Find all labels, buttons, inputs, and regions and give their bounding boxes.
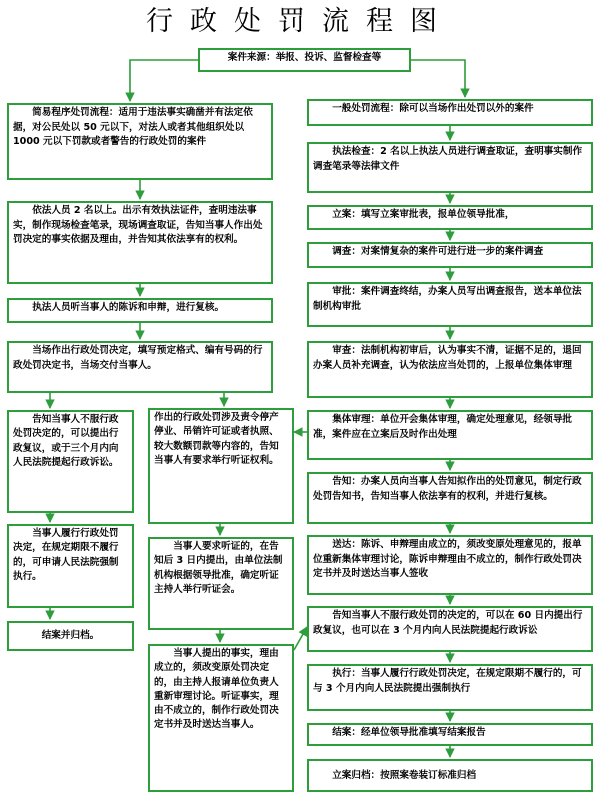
simple-procedure-box	[7, 103, 273, 180]
deliver-text: 送达：陈诉、申辩理由成立的，须改变原处理意见的，报单位重新集体审理讨论，陈诉申辩理由不成立的，制作行政处罚决定书并及时送达当事人签收	[313, 539, 582, 579]
execute-box	[307, 664, 593, 711]
hearing-right-box	[148, 408, 294, 524]
archive-box	[307, 759, 593, 792]
arrow-source-right	[411, 60, 465, 97]
hearing-request-box	[148, 537, 294, 630]
arrow-result-to-appeal	[294, 627, 307, 650]
close-text: 结案：经单位领导批准填写结案报告	[332, 727, 486, 738]
notify-text: 告知：办案人员向当事人告知拟作出的处罚意见，制定行政处罚告知书，告知当事人依法享有的权利，并进行复核。	[313, 476, 582, 502]
deliver-box	[307, 535, 593, 595]
notify-box	[307, 472, 593, 524]
investigate-box	[307, 242, 593, 268]
left-archive-text: 结案并归档。	[41, 630, 100, 641]
hearing-result-text: 当事人提出的事实，理由成立的，须改变原处罚决定的，由主持人报请单位负责人重新审理讨论。听证事实，理由不成立的，制作行政处罚决定书并及时送达当事人。	[154, 648, 279, 731]
left-decide-box	[7, 341, 273, 393]
hear-text: 执法人员听当事人的陈诉和申辩，进行复核。	[32, 302, 225, 313]
identify-box	[7, 201, 273, 284]
simple-procedure-text: 简易程序处罚流程：适用于违法事实确凿并有法定依据，对公民处以 50 元以下，对法人或者其他组织处以 1000 元以下罚款或者警告的行政处罚的案件	[13, 107, 253, 147]
review-box	[307, 341, 593, 398]
general-procedure-text: 一般处罚流程：除可以当场作出处罚以外的案件	[332, 103, 534, 114]
left-review-text: 告知当事人不服行政处罚决定的，可以提出行政复议，或于三个月内向人民法院提起行政诉讼。	[13, 414, 119, 468]
archive-text: 立案归档：按照案卷装订标准归档	[332, 770, 477, 781]
left-decide-text: 当场作出行政处罚决定，填写预定格式、编有号码的行政处罚决定书，当场交付当事人。	[13, 345, 263, 371]
submit-box	[307, 282, 593, 327]
appeal-text: 告知当事人不服行政处罚的决定的，可以在 60 日内提出行政复议，也可以在 3 个月内向人民法院提起行政诉讼	[313, 610, 583, 636]
identify-text: 依法人员 2 名以上。出示有效执法证件，查明违法事实，制作现场检查笔录，现场调查取证，告知当事人作出处罚决定的事实依据及理由，并告知其依法享有的权利。	[13, 205, 263, 245]
hear-box	[7, 298, 273, 323]
appeal-box	[307, 606, 593, 652]
left-archive-box	[7, 621, 134, 651]
collective-text: 集体审理：单位开会集体审理，确定处理意见，经领导批准，案件应在立案后及时作出处理	[313, 414, 573, 440]
inspect-text: 执法检查：2 名以上执法人员进行调查取证，查明事实制作调查笔录等法律文件	[313, 146, 583, 172]
hearing-result-box	[148, 644, 294, 792]
investigate-text: 调查：对案情复杂的案件可进行进一步的案件调查	[332, 246, 544, 257]
submit-text: 审批：案件调查终结，办案人员写出调查报告，送本单位法制机构审批	[313, 286, 582, 312]
filing-text: 立案：填写立案审批表，报单位领导批准，	[332, 209, 515, 220]
case-source-text: 案件来源：举报、投诉、监督检查等	[227, 52, 382, 63]
filing-box	[307, 205, 593, 230]
close-box	[307, 723, 593, 746]
arrow-source-left	[130, 60, 198, 101]
hearing-right-text: 作出的行政处罚涉及责令停产停业、吊销许可证或者执照、较大数额罚款等内容的，告知当事人有要求举行听证权利。	[154, 412, 279, 466]
general-procedure-box	[307, 99, 593, 126]
review-text: 审查：法制机构初审后，认为事实不清，证据不足的，退回办案人员补充调查，认为依法应当处罚的，上报单位集体审理	[313, 345, 582, 371]
left-review-box	[7, 410, 134, 513]
left-execute-text: 当事人履行行政处罚决定，在规定期限不履行的，可申请人民法院强制执行。	[13, 528, 119, 582]
hearing-request-text: 当事人要求听证的，在告知后 3 日内提出，由单位法制机构根据领导批准，确定听证主持人举行听证会。	[154, 541, 283, 595]
execute-text: 执行：当事人履行行政处罚决定，在规定限期不履行的，可与 3 个月内向人民法院提出强制执行	[313, 668, 582, 694]
case-source-box	[198, 48, 411, 72]
collective-box	[307, 410, 593, 460]
inspect-box	[307, 142, 593, 193]
page-title: 行政处罚流程图	[146, 6, 454, 37]
left-execute-box	[7, 524, 134, 608]
